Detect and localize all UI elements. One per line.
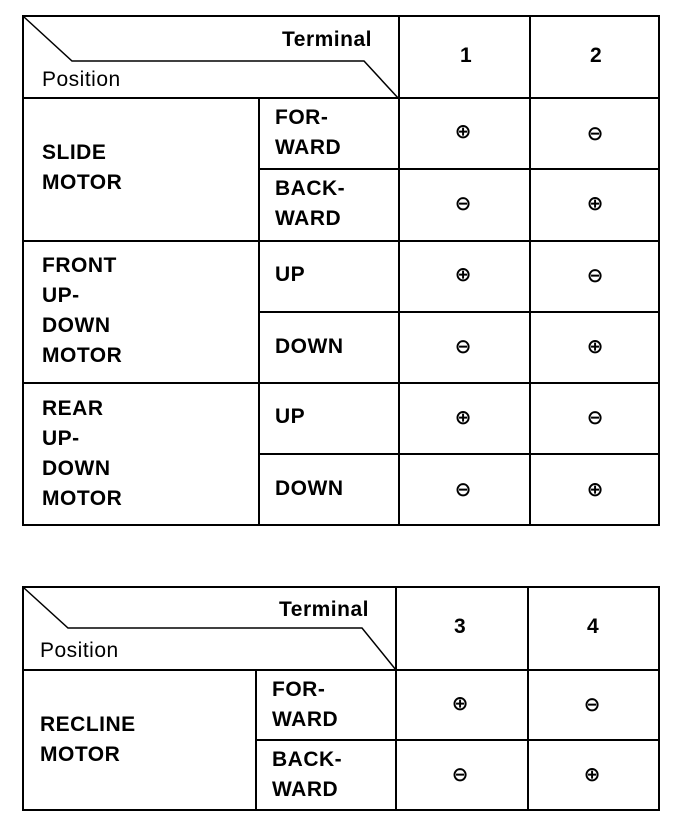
direction-label: UP <box>275 263 306 286</box>
row-divider <box>260 453 658 455</box>
group-divider <box>24 382 658 384</box>
direction-label: DOWN <box>275 335 344 358</box>
direction-label: FOR- WARD <box>272 678 339 731</box>
plus-terminal-icon: ⊕ <box>454 407 472 429</box>
motor-name-front-up-down: FRONT UP- DOWN MOTOR <box>42 254 123 367</box>
direction-label: FOR- WARD <box>275 106 342 159</box>
row-divider <box>260 311 658 313</box>
plus-terminal-icon: ⊕ <box>583 764 601 786</box>
terminal-number: 2 <box>590 44 603 67</box>
minus-terminal-icon: ⊖ <box>454 479 472 501</box>
column-divider <box>398 17 400 524</box>
row-divider <box>260 168 658 170</box>
minus-terminal-icon: ⊖ <box>583 694 601 716</box>
motor-name-rear-up-down: REAR UP- DOWN MOTOR <box>42 397 123 510</box>
group-divider <box>24 240 658 242</box>
column-divider <box>258 97 260 524</box>
plus-terminal-icon: ⊕ <box>586 479 604 501</box>
minus-terminal-icon: ⊖ <box>586 407 604 429</box>
plus-terminal-icon: ⊕ <box>454 121 472 143</box>
minus-terminal-icon: ⊖ <box>454 336 472 358</box>
minus-terminal-icon: ⊖ <box>586 265 604 287</box>
terminal-number: 1 <box>460 44 473 67</box>
polarity-table-1 <box>22 15 660 526</box>
minus-terminal-icon: ⊖ <box>586 123 604 145</box>
direction-label: BACK- WARD <box>275 177 346 230</box>
position-header-label: Position <box>40 639 119 662</box>
plus-terminal-icon: ⊕ <box>586 193 604 215</box>
plus-terminal-icon: ⊕ <box>454 264 472 286</box>
column-divider <box>255 669 257 809</box>
column-divider <box>529 17 531 524</box>
terminal-number: 4 <box>587 615 600 638</box>
position-header-label: Position <box>42 68 121 91</box>
column-divider <box>527 588 529 809</box>
row-divider <box>257 739 658 741</box>
minus-terminal-icon: ⊖ <box>454 193 472 215</box>
plus-terminal-icon: ⊕ <box>586 336 604 358</box>
motor-name-slide: SLIDE MOTOR <box>42 141 123 194</box>
header-divider <box>24 669 658 671</box>
header-divider <box>24 97 658 99</box>
plus-terminal-icon: ⊕ <box>451 693 469 715</box>
direction-label: UP <box>275 405 306 428</box>
column-divider <box>395 588 397 809</box>
direction-label: BACK- WARD <box>272 748 343 801</box>
terminal-header-label: Terminal <box>282 28 372 51</box>
polarity-table-2 <box>22 586 660 811</box>
minus-terminal-icon: ⊖ <box>451 764 469 786</box>
terminal-header-label: Terminal <box>279 598 369 621</box>
direction-label: DOWN <box>275 477 344 500</box>
terminal-number: 3 <box>454 615 467 638</box>
motor-name-recline: RECLINE MOTOR <box>40 713 136 766</box>
